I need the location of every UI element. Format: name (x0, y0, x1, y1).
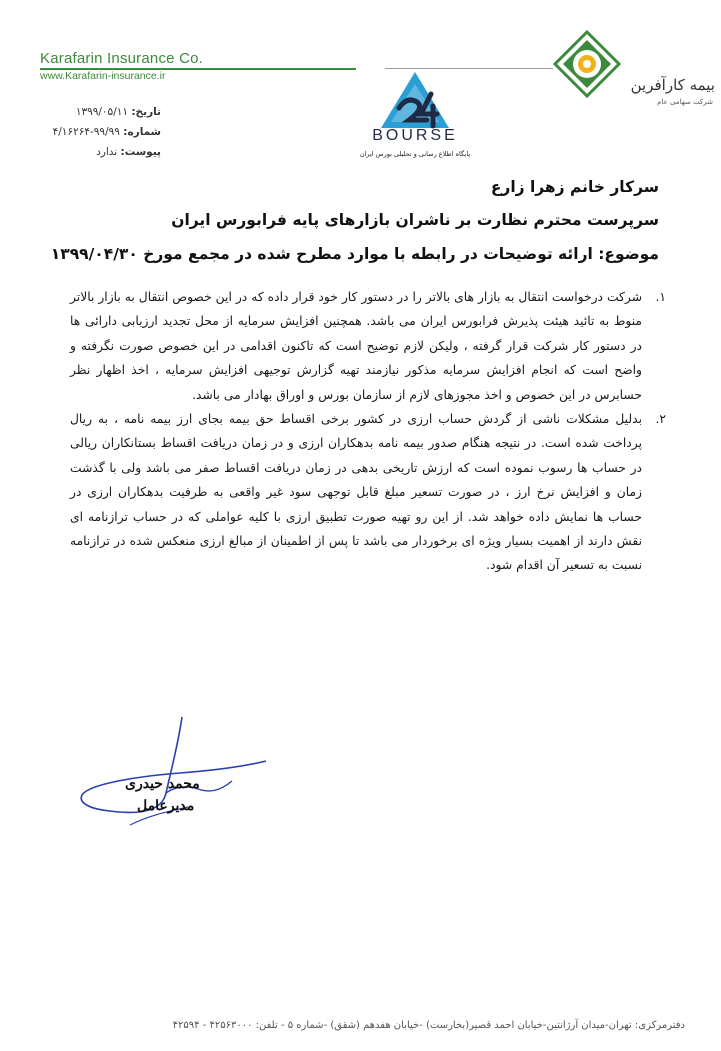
letter-number (53, 126, 161, 138)
letter-recipient-position: سرپرست محترم نظارت بر ناشران بازارهای پایه فرابورس ایران (171, 211, 659, 229)
attachment-value: ندارد (96, 146, 118, 158)
bourse-wordmark: BOURSE (372, 127, 458, 144)
bourse-subtitle: پایگاه اطلاع رسانی و تحلیلی بورس ایران (359, 150, 471, 158)
footer-address: دفترمرکزی: تهران-میدان آرژانتین-خیابان احمد قصیر(بخارست) -خیابان هفدهم (شقق) -شماره ۵ - تلفن: ۴۲۵۶۳۰۰۰ - ۴۲۵۹۴ (172, 1020, 685, 1031)
signature-scribble-icon (70, 715, 270, 835)
list-item-text: بدلیل مشکلات ناشی از گردش حساب ارزی در کشور برخی اقساط حق بیمه بجای ارز بیمه نامه ، به ریال پرداخت شده است. در نتیجه هنگام صدور بیمه نامه بدهکاران ارزی و در زمان دریافت اقساط بستانکاران ریالی در حساب ها رسوب نموده است که ارزش تاریخی بدهی در زمان دریافت اقساط صفر می باشد ولی با گذشت زمان و افزایش نرخ ارز ، در صورت تسعیر مبلغ قابل توجهی سود غیر واقعی به طرفیت بدهکاران ارزی در حساب ها نمایش داده خواهد شد. از این رو تهیه صورت تطبیق ارزی با کلیه عواملی که در حساب ترازنامه ای نقش دارند از اهمیت بسیار ویژه ای برخوردار می باشد تا پس از اطمینان از مبالغ ارزی منعکس شده در ترازنامه نسبت به تسعیر آن اقدام شود. (70, 412, 642, 573)
header-divider-gray (385, 68, 553, 69)
list-item (70, 407, 666, 578)
signatory-title: مدیرعامل (137, 798, 195, 814)
karafarin-logo-icon (553, 30, 621, 98)
list-item-number: ۱. (655, 290, 666, 304)
attachment-label: پیوست: (120, 146, 161, 158)
company-type-fa: شرکت سهامی عام (657, 98, 713, 106)
company-website: www.Karafarin-insurance.ir (40, 70, 166, 82)
number-label: شماره: (123, 126, 161, 138)
letter-addressee: سرکار خانم زهرا زارع (490, 178, 659, 196)
list-item-text: شرکت درخواست انتقال به بازار های بالاتر را در دستور کار خود قرار داده که در این خصوص انتقال به بازار بالاتر منوط به تائید هیئت پذیرش فرابورس ایران می باشد. همچنین افزایش سرمایه از محل تجدید ارزیابی دارائی ها در دستور کار شرکت قرار گرفته ، ولیکن لازم توضیح است که تاکنون اقدامی در این خصوص صورت نگرفته و واضح است که انجام افزایش سرمایه مذکور نیازمند تهیه گزارش توجیهی افزایش سرمایه ، اخذ اظهار نظر حسابرس در این خصوص و اخذ مجوزهای لازم از سازمان بورس و اوراق بهادار می باشد. (70, 290, 642, 402)
date-label: تاریخ: (131, 106, 161, 118)
number-value: ۹۹/۹۹-۴/۱۶۲۶۴ (52, 126, 120, 138)
signatory-name: محمد حیدری (125, 776, 200, 792)
letter-body (70, 285, 666, 578)
date-value: ۱۳۹۹/۰۵/۱۱ (75, 106, 129, 118)
company-name-en: Karafarin Insurance Co. (40, 50, 204, 67)
company-name-fa: بیمه کارآفرین (630, 76, 715, 94)
letter-subject: موضوع: ارائه توضیحات در رابطه با موارد مطرح شده در مجمع مورخ ۱۳۹۹/۰۴/۳۰ (50, 245, 659, 263)
list-item (70, 285, 666, 407)
letter-attachment (96, 146, 161, 158)
letter-date (76, 106, 161, 118)
list-item-number: ۲. (655, 412, 666, 427)
